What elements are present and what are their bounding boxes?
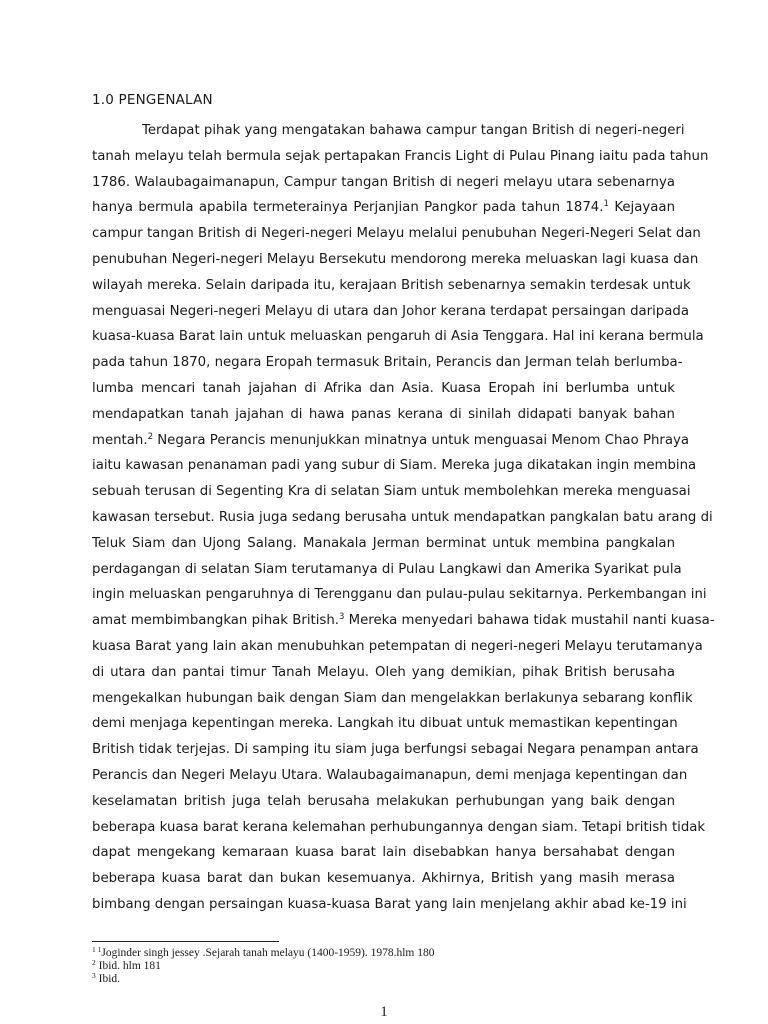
line-text-continued: Mereka menyedari bahawa tidak mustahil nanti kuasa- <box>344 613 715 629</box>
text-line <box>92 737 699 763</box>
text-line <box>92 892 687 918</box>
footnote-text: Joginder singh jessey .Sejarah tanah melayu (1400-1959). 1978.hlm 180 <box>101 947 435 959</box>
line-text: iaitu kawasan penanaman padi yang subur di Siam. Mereka juga dikatakan ingin membina <box>92 458 697 474</box>
line-text: di utara dan pantai timur Tanah Melayu. Oleh yang demikian, pihak British berusaha <box>92 664 675 680</box>
text-line <box>92 763 688 789</box>
line-text: bimbang dengan persaingan kuasa-kuasa Barat yang lain menjelang akhir abad ke-19 ini <box>92 896 687 912</box>
line-text: mengekalkan hubungan baik dengan Siam dan mengelakkan berlakunya sebarang konflik <box>92 690 693 706</box>
line-text: wilayah mereka. Selain daripada itu, kerajaan British sebenarnya semakin terdesak untuk <box>92 277 691 293</box>
line-text-continued: Negara Perancis menunjukkan minatnya untuk menguasai Menom Chao Phraya <box>153 432 690 448</box>
body-paragraph <box>92 118 715 918</box>
line-text: perdagangan di selatan Siam terutamanya di Pulau Langkawi dan Amerika Syarikat pula <box>92 561 682 577</box>
text-line <box>92 144 709 170</box>
text-line <box>92 505 713 531</box>
line-text: kuasa-kuasa Barat lain untuk meluaskan pengaruh di Asia Tenggara. Hal ini kerana bermula <box>92 329 704 345</box>
text-line <box>92 273 691 299</box>
line-text: campur tangan British di Negeri-negeri Melayu melalui penubuhan Negeri-Negeri Selat dan <box>92 226 701 242</box>
footnote-ref: 2 <box>147 431 153 442</box>
line-text: pada tahun 1870, negara Eropah termasuk Britain, Perancis dan Jerman telah berlumba- <box>92 355 683 371</box>
text-line <box>92 557 682 583</box>
text-line <box>92 221 701 247</box>
line-text-continued: Kejayaan <box>608 200 675 216</box>
line-text: Teluk Siam dan Ujong Salang. Manakala Jerman berminat untuk membina pangkalan <box>92 535 675 551</box>
footnote-divider <box>92 941 279 942</box>
line-text: mendapatkan tanah jajahan di hawa panas kerana di sinilah didapati banyak bahan <box>92 406 675 422</box>
text-line <box>92 195 675 221</box>
footnote-mark: 2 <box>92 958 96 967</box>
text-line <box>92 453 697 479</box>
line-text: ingin meluaskan pengaruhnya di Terengganu dan pulau-pulau sekitarnya. Perkembangan ini <box>92 587 707 603</box>
text-line <box>92 711 678 737</box>
text-line <box>92 479 691 505</box>
footnote <box>92 960 435 973</box>
footnote-mark: 1 1 <box>92 945 102 954</box>
text-line <box>92 789 675 815</box>
footnote-text: Ibid. hlm 181 <box>95 960 161 972</box>
line-text: lumba mencari tanah jajahan di Afrika dan Asia. Kuasa Eropah ini berlumba untuk <box>92 380 675 396</box>
line-text: demi menjaga kepentingan mereka. Langkah itu dibuat untuk memastikan kepentingan <box>92 716 678 732</box>
text-line <box>92 402 675 428</box>
footnote <box>92 947 435 960</box>
text-line <box>92 815 706 841</box>
line-text: beberapa kuasa barat dan bukan kesemuanya. Akhirnya, British yang masih merasa <box>92 871 675 887</box>
page-number: 1 <box>380 1004 388 1020</box>
footnote-ref: 1 <box>603 199 609 210</box>
line-text: menguasai Negeri-negeri Melayu di utara dan Johor kerana terdapat persaingan daripada <box>92 303 689 319</box>
text-line <box>92 686 693 712</box>
text-line <box>92 428 690 454</box>
text-line <box>92 350 683 376</box>
line-text: keselamatan british juga telah berusaha melakukan perhubungan yang baik dengan <box>92 793 675 809</box>
text-line <box>92 376 675 402</box>
line-text: dapat mengekang kemaraan kuasa barat lain disebabkan hanya bersahabat dengan <box>92 845 675 861</box>
footnotes <box>92 947 435 986</box>
line-text: tanah melayu telah bermula sejak pertapakan Francis Light di Pulau Pinang iaitu pada tahun <box>92 148 709 164</box>
line-text: sebuah terusan di Segenting Kra di selatan Siam untuk membolehkan mereka menguasai <box>92 484 691 500</box>
text-line <box>92 299 689 325</box>
line-text: Perancis dan Negeri Melayu Utara. Walaubagaimanapun, demi menjaga kepentingan dan <box>92 767 688 783</box>
footnote <box>92 973 435 986</box>
text-line <box>92 170 675 196</box>
footnote-mark: 3 <box>92 971 96 980</box>
line-text: 1786. Walaubagaimanapun, Campur tangan British di negeri melayu utara sebenarnya <box>92 174 675 190</box>
line-text: mentah. <box>92 432 148 448</box>
text-line <box>92 608 715 634</box>
footnote-ref: 3 <box>339 612 345 623</box>
text-line <box>92 531 675 557</box>
line-text: kawasan tersebut. Rusia juga sedang berusaha untuk mendapatkan pangkalan batu arang di <box>92 509 713 525</box>
line-text: British tidak terjejas. Di samping itu siam juga berfungsi sebagai Negara penampan antara <box>92 742 699 758</box>
text-line <box>92 634 703 660</box>
line-text: amat membimbangkan pihak British. <box>92 613 339 629</box>
line-text: penubuhan Negeri-negeri Melayu Bersekutu mendorong mereka meluaskan lagi kuasa dan <box>92 251 699 267</box>
section-heading: 1.0 PENGENALAN <box>92 92 213 108</box>
text-line <box>92 118 685 144</box>
text-line <box>92 247 699 273</box>
text-line <box>92 840 675 866</box>
text-line <box>92 866 675 892</box>
line-text: kuasa Barat yang lain akan menubuhkan petempatan di negeri-negeri Melayu terutamanya <box>92 638 703 654</box>
text-line <box>92 660 675 686</box>
text-line <box>92 582 707 608</box>
text-line <box>92 324 704 350</box>
line-text: hanya bermula apabila termeterainya Perjanjian Pangkor pada tahun 1874. <box>92 200 604 216</box>
footnote-text: Ibid. <box>95 973 121 985</box>
line-text: beberapa kuasa barat kerana kelemahan perhubungannya dengan siam. Tetapi british tidak <box>92 819 706 835</box>
line-text: Terdapat pihak yang mengatakan bahawa campur tangan British di negeri-negeri <box>142 123 685 138</box>
